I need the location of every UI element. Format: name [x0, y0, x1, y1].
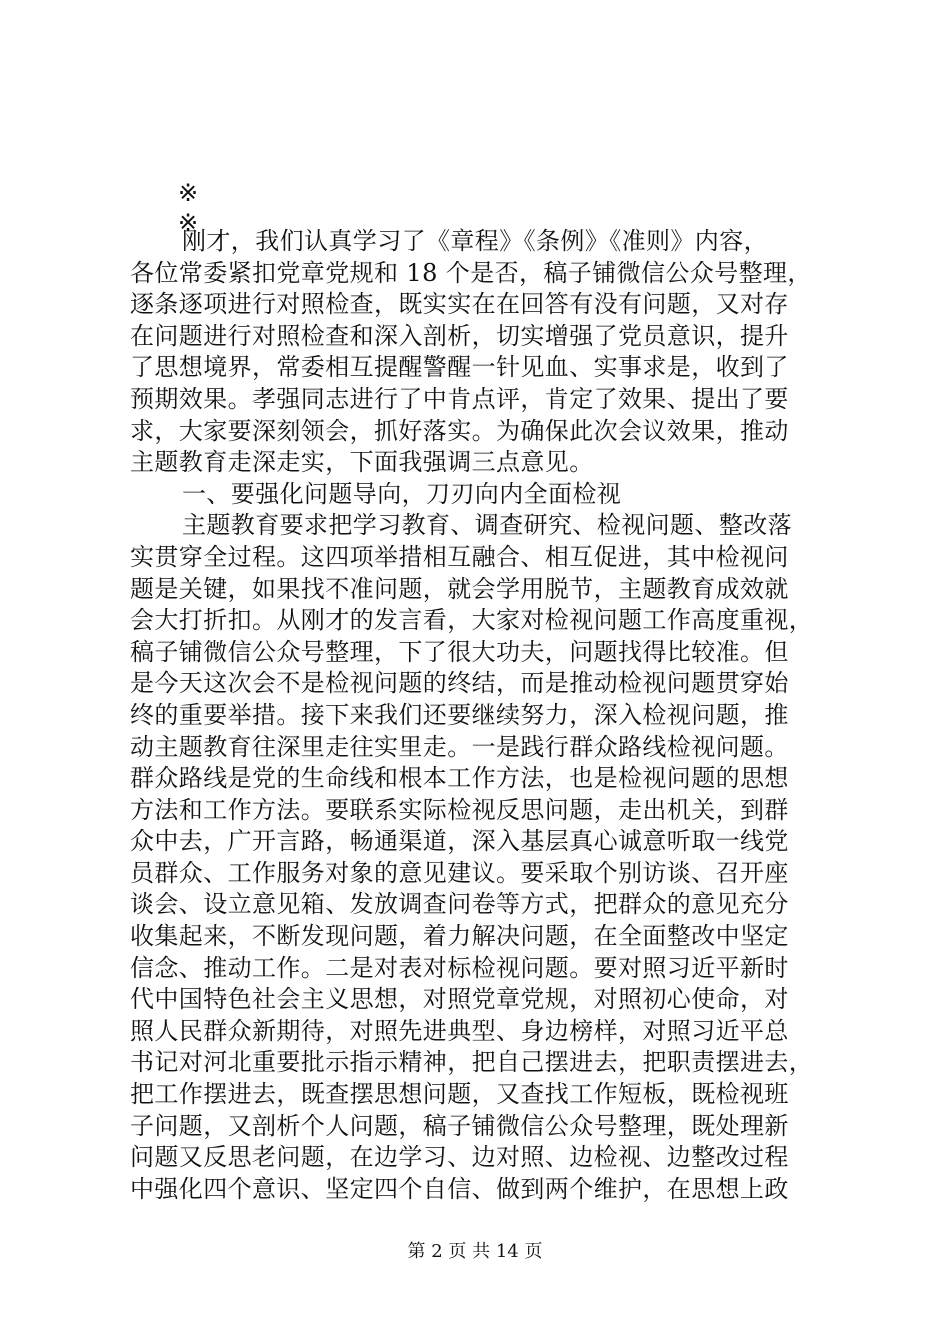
paragraph-line: 是今天这次会不是检视问题的终结，而是推动检视问题贯穿始: [130, 669, 789, 698]
paragraph-line: 在问题进行对照检查和深入剖析，切实增强了党员意识，提升: [130, 321, 789, 350]
paragraph-line: 中强化四个意识、坚定四个自信、做到两个维护，在思想上政: [130, 1174, 789, 1203]
paragraph-line: 代中国特色社会主义思想，对照党章党规，对照初心使命，对: [130, 985, 789, 1014]
paragraph-line: 谈会、设立意见箱、发放调查问卷等方式，把群众的意见充分: [130, 890, 789, 919]
paragraph-line: 会大打折扣。从刚才的发言看，大家对检视问题工作高度重视，: [130, 606, 814, 635]
section-heading: 一、要强化问题导向，刀刃向内全面检视: [182, 479, 622, 508]
paragraph-line: 求，大家要深刻领会，抓好落实。为确保此次会议效果，推动: [130, 416, 789, 445]
paragraph-line: 题是关键，如果找不准问题，就会学用脱节，主题教育成效就: [130, 574, 789, 603]
reference-mark-2: ※: [178, 209, 199, 237]
body-text: [130, 226, 830, 1205]
paragraph-line: 照人民群众新期待，对照先进典型、身边榜样，对照习近平总: [130, 1016, 789, 1045]
paragraph-line: 众中去，广开言路，畅通渠道，深入基层真心诚意听取一线党: [130, 827, 789, 856]
paragraph-line: 收集起来，不断发现问题，着力解决问题，在全面整改中坚定: [130, 922, 789, 951]
paragraph-line: 动主题教育往深里走往实里走。一是践行群众路线检视问题。: [130, 732, 789, 761]
paragraph-line: 预期效果。孝强同志进行了中肯点评，肯定了效果、提出了要: [130, 384, 789, 413]
paragraph-line: 各位常委紧扣党章党规和 18 个是否，稿子铺微信公众号整理，: [130, 258, 812, 287]
paragraph-line: 终的重要举措。接下来我们还要继续努力，深入检视问题，推: [130, 700, 789, 729]
paragraph-line: 主题教育走深走实，下面我强调三点意见。: [130, 448, 594, 477]
paragraph-line: 了思想境界，常委相互提醒警醒一针见血、实事求是，收到了: [130, 353, 789, 382]
paragraph-line: 逐条逐项进行对照检查，既实实在在回答有没有问题，又对存: [130, 290, 789, 319]
paragraph-line: 稿子铺微信公众号整理，下了很大功夫，问题找得比较准。但: [130, 637, 789, 666]
paragraph-line: 方法和工作方法。要联系实际检视反思问题，走出机关，到群: [130, 795, 789, 824]
reference-mark-1: ※: [178, 179, 199, 207]
page-number-footer: 第 2 页 共 14 页: [407, 1241, 543, 1262]
paragraph-line: 主题教育要求把学习教育、调查研究、检视问题、整改落: [182, 511, 792, 540]
paragraph-line: 群众路线是党的生命线和根本工作方法，也是检视问题的思想: [130, 764, 789, 793]
paragraph-line: 实贯穿全过程。这四项举措相互融合、相互促进，其中检视问: [130, 542, 789, 571]
paragraph-line: 信念、推动工作。二是对表对标检视问题。要对照习近平新时: [130, 953, 789, 982]
paragraph-line: 员群众、工作服务对象的意见建议。要采取个别访谈、召开座: [130, 858, 789, 887]
paragraph-line: 刚才，我们认真学习了《章程》《条例》《准则》内容，: [182, 227, 768, 255]
paragraph-line: 书记对河北重要批示指示精神，把自己摆进去，把职责摆进去，: [130, 1048, 814, 1077]
paragraph-line: 把工作摆进去，既查摆思想问题，又查找工作短板，既检视班: [130, 1080, 789, 1109]
paragraph-line: 子问题，又剖析个人问题，稿子铺微信公众号整理，既处理新: [130, 1111, 789, 1140]
paragraph-line: 问题又反思老问题，在边学习、边对照、边检视、边整改过程: [130, 1143, 789, 1172]
